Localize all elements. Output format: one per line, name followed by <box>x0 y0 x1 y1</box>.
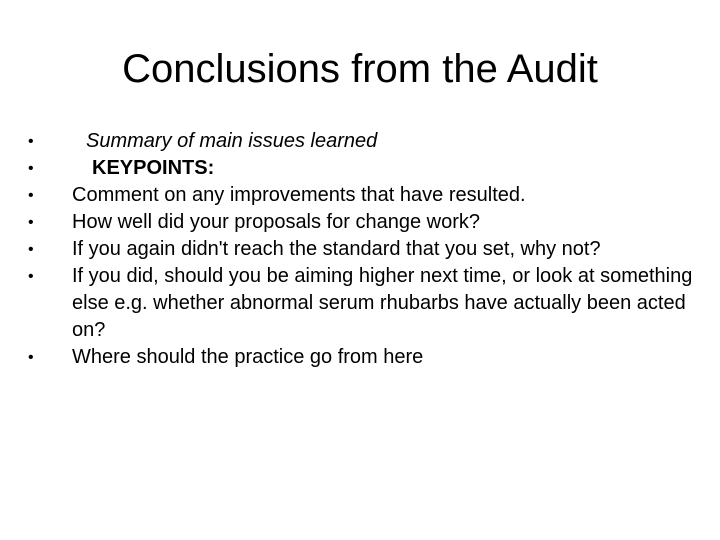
bullet-item <box>28 344 698 371</box>
bullet-item <box>28 263 698 344</box>
bullet-item <box>28 182 698 209</box>
bullet-text: If you did, should you be aiming higher next time, or look at something else e.g. whether abnormal serum rhubarbs have actually been acted on? <box>72 265 693 341</box>
bullet-item <box>28 236 698 263</box>
bullet-text: If you again didn't reach the standard that you set, why not? <box>72 238 601 260</box>
bullet-dot: • <box>28 133 34 150</box>
bullet-dot: • <box>28 187 34 204</box>
bullet-text: KEYPOINTS: <box>92 157 215 179</box>
bullet-dot: • <box>28 214 34 231</box>
bullet-text: Summary of main issues learned <box>86 130 378 152</box>
bullet-text: How well did your proposals for change work? <box>72 211 480 233</box>
bullet-dot: • <box>28 349 34 366</box>
bullet-item <box>28 155 698 182</box>
bullet-list <box>28 128 698 371</box>
slide-title: Conclusions from the Audit <box>122 47 598 91</box>
bullet-dot: • <box>28 241 34 258</box>
bullet-dot: • <box>28 160 34 177</box>
bullet-item <box>28 209 698 236</box>
bullet-text: Where should the practice go from here <box>72 346 424 368</box>
bullet-text: Comment on any improvements that have resulted. <box>72 184 526 206</box>
bullet-dot: • <box>28 268 34 285</box>
bullet-item <box>28 128 698 155</box>
